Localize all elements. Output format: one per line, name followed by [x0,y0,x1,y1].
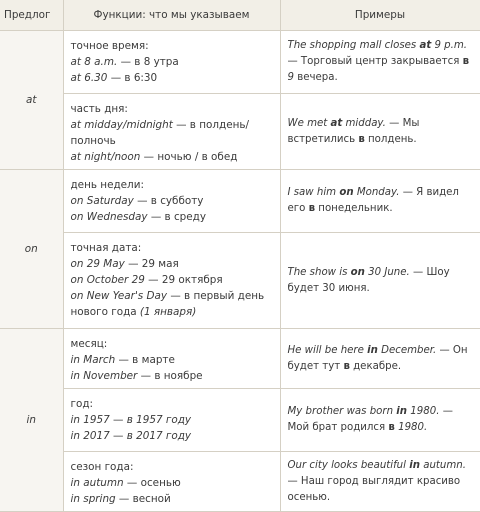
example-en: My brother was born in 1980. [287,406,440,417]
header-examples: Примеры [280,0,480,31]
preposition-cell: on [0,170,63,329]
function-name: часть дня: [70,103,128,115]
example-cell [280,94,480,170]
function-cell [63,452,280,512]
function-line: on 29 May — 29 мая [70,258,179,270]
function-line: at night/noon — ночью / в обед [70,151,238,163]
function-line: on New Year's Day — в первый день нового года (1 января) [70,290,265,318]
function-cell [63,329,280,389]
table-row [0,452,480,512]
function-name: год: [70,398,94,410]
function-name: день недели: [70,179,144,191]
example-en: The shopping mall closes at 9 p.m. [287,40,468,51]
example-ru: — Мой брат родился в 1980. [287,406,453,433]
function-name: сезон года: [70,461,134,473]
header-preposition: Предлог [0,0,63,31]
preposition-cell: at [0,31,63,170]
example-ru: — Шоу будет 30 июня. [287,266,450,294]
example-en: He will be here in December. [287,344,437,356]
example-ru: — Торговый центр закрывается в 9 вечера. [287,56,470,83]
function-line: at 6.30 — в 6:30 [70,72,158,84]
example-ru: — Мы встретились в полдень. [287,117,420,145]
function-line: in November — в ноябре [70,370,203,382]
function-name: точная дата: [70,242,142,254]
example-cell [280,233,480,329]
function-line: in autumn — осенью [70,477,181,489]
function-cell [63,94,280,170]
example-cell [280,452,480,512]
function-line: at midday/midnight — в полдень/полночь [70,119,250,147]
example-en: We met at midday. [287,117,386,129]
table-row [0,329,480,389]
function-line: in spring — весной [70,493,171,505]
preposition-cell: in [0,329,63,512]
example-en: Our city looks beautiful in autumn. [287,459,466,471]
function-line: in 1957 — в 1957 году [70,414,192,426]
function-line: on October 29 — 29 октября [70,274,223,286]
example-en: The show is on 30 June. [287,266,410,278]
function-name: точное время: [70,40,149,52]
example-ru: — Я видел его в понедельник. [287,187,459,214]
example-cell [280,31,480,94]
table-row [0,233,480,329]
example-ru: — Он будет тут в декабре. [287,344,468,372]
table-row [0,170,480,233]
table-row [0,94,480,170]
function-cell [63,170,280,233]
example-en: I saw him on Monday. [287,187,400,198]
example-cell [280,389,480,452]
example-cell [280,329,480,389]
table-header-row [0,0,480,31]
function-name: месяц: [70,338,108,350]
function-line: in March — в марте [70,354,175,366]
header-functions: Функции: что мы указываем [63,0,280,31]
table-row [0,389,480,452]
function-line: in 2017 — в 2017 году [70,430,192,442]
example-ru: — Наш город выглядит красиво осенью. [287,475,461,503]
function-line: on Saturday — в субботу [70,195,204,207]
table-row [0,31,480,94]
function-line: at 8 a.m. — в 8 утра [70,56,179,68]
function-cell [63,31,280,94]
function-line: on Wednesday — в среду [70,211,206,223]
function-cell [63,389,280,452]
example-cell [280,170,480,233]
function-cell [63,233,280,329]
